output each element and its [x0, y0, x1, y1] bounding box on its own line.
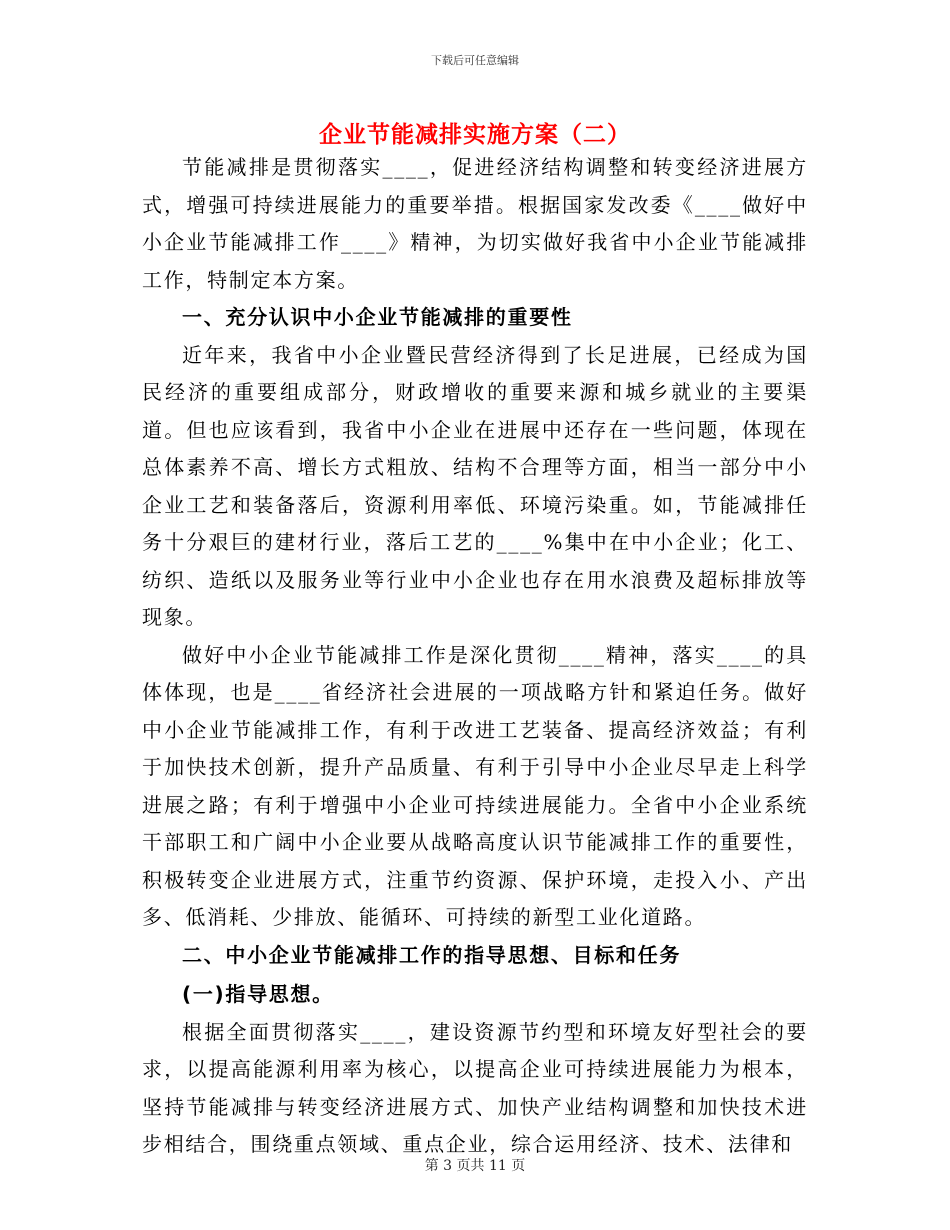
page-header-note: 下载后可任意编辑	[431, 54, 519, 67]
body-paragraph: 根据全面贯彻落实____，建设资源节约型和环境友好型社会的要求，以提高能源利用率为核心，以提高企业可持续进展能力为根本，坚持节能减排与转变经济进展方式、加快产业结构调整和加快技术进步相结合，围绕重点领域、重点企业，综合运用经济、技术、法律和	[142, 1019, 808, 1156]
intro-paragraph: 节能减排是贯彻落实____，促进经济结构调整和转变经济进展方式，增强可持续进展能力的重要举措。根据国家发改委《____做好中小企业节能减排工作____》精神，为切实做好我省中小企业节能减排工作，特制定本方案。	[142, 155, 808, 292]
body-paragraph: 做好中小企业节能减排工作是深化贯彻____精神，落实____的具体体现，也是____省经济社会进展的一项战略方针和紧迫任务。做好中小企业节能减排工作，有利于改进工艺装备、提高经济效益；有利于加快技术创新，提升产品质量、有利于引导中小企业尽早走上科学进展之路；有利于增强中小企业可持续进展能力。全省中小企业系统干部职工和广阔中小企业要从战略高度认识节能减排工作的重要性，积极转变企业进展方式，注重节约资源、保护环境，走投入小、产出多、低消耗、少排放、能循环、可持续的新型工业化道路。	[142, 642, 808, 929]
body-paragraph: 近年来，我省中小企业暨民营经济得到了长足进展，已经成为国民经济的重要组成部分，财政增收的重要来源和城乡就业的主要渠道。但也应该看到，我省中小企业在进展中还存在一些问题，体现在总体素养不高、增长方式粗放、结构不合理等方面，相当一部分中小企业工艺和装备落后，资源利用率低、环境污染重。如，节能减排任务十分艰巨的建材行业，落后工艺的____%集中在中小企业；化工、纺织、造纸以及服务业等行业中小企业也存在用水浪费及超标排放等现象。	[142, 342, 808, 629]
subsection-heading-guiding-thought: (一)指导思想。	[182, 982, 334, 1006]
document-body	[142, 149, 808, 1164]
document-title: 企业节能减排实施方案（二）	[319, 121, 631, 148]
section-heading-2: 二、中小企业节能减排工作的指导思想、目标和任务	[182, 942, 682, 967]
page-number-footer: 第 3 页共 11 页	[424, 1158, 526, 1174]
section-heading-1: 一、充分认识中小企业节能减排的重要性	[182, 305, 573, 329]
